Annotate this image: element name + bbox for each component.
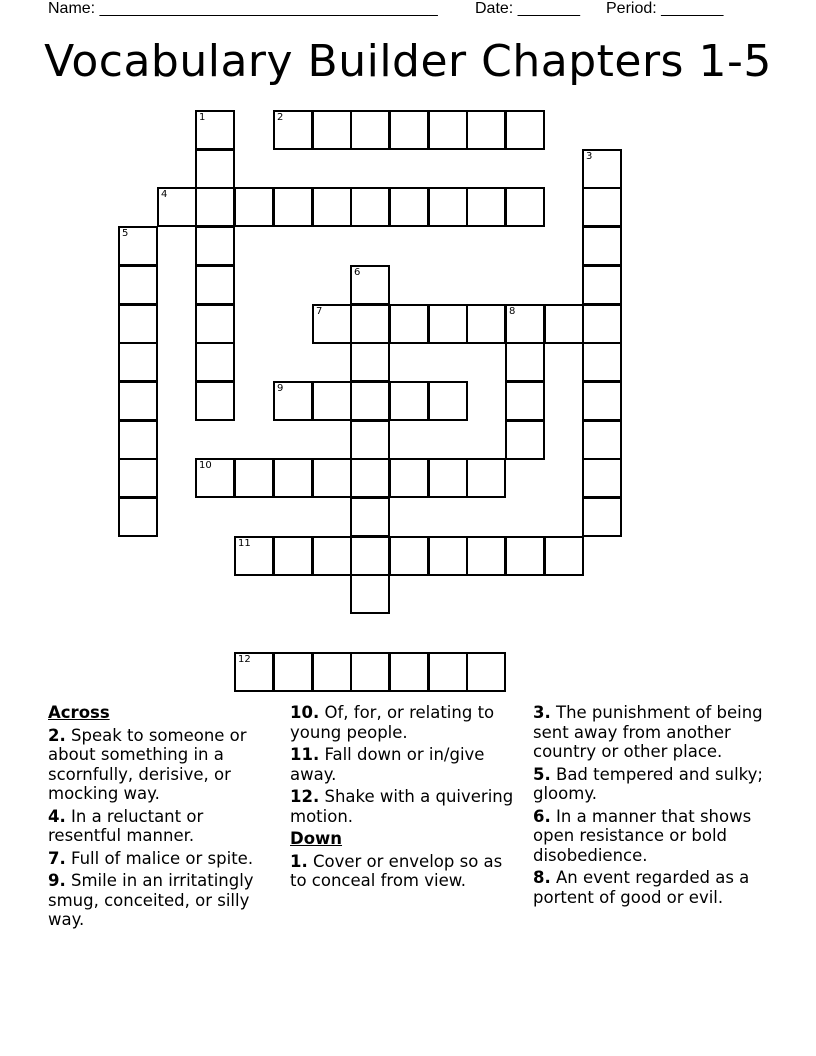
grid-cell[interactable] (544, 536, 584, 576)
grid-cell[interactable] (350, 110, 390, 150)
grid-cell[interactable] (118, 304, 158, 344)
grid-cell[interactable] (466, 652, 506, 692)
clue-number: 4 (161, 189, 168, 200)
grid-cell[interactable] (312, 381, 352, 421)
grid-cell[interactable] (505, 536, 545, 576)
grid-cell[interactable] (195, 110, 235, 150)
grid-cell[interactable] (118, 458, 158, 498)
grid-cell[interactable] (157, 187, 197, 227)
grid-cell[interactable] (582, 187, 622, 227)
clue-across-7: 7. Full of malice or spite. (48, 848, 254, 868)
clue-down-8: 8. An event regarded as a portent of good or evil. (533, 868, 750, 907)
grid-cell[interactable] (273, 110, 313, 150)
grid-cell[interactable] (350, 420, 390, 460)
grid-cell[interactable] (582, 420, 622, 460)
period-field[interactable]: Period: _______ (606, 0, 724, 17)
grid-cell[interactable] (312, 304, 352, 344)
grid-cell[interactable] (273, 652, 313, 692)
clue-number: 7 (316, 306, 323, 317)
grid-cell[interactable] (428, 110, 468, 150)
grid-cell[interactable] (505, 187, 545, 227)
grid-cell[interactable] (505, 304, 545, 344)
clue-down-1: 1. Cover or envelop so as to conceal from view. (290, 851, 503, 890)
clue-number: 10 (199, 460, 212, 471)
grid-cell[interactable] (466, 458, 506, 498)
grid-cell[interactable] (544, 304, 584, 344)
clue-down-5: 5. Bad tempered and sulky; gloomy. (533, 764, 763, 803)
grid-cell[interactable] (389, 458, 429, 498)
across-heading: Across (48, 703, 110, 722)
grid-cell[interactable] (312, 652, 352, 692)
grid-cell[interactable] (118, 420, 158, 460)
grid-cell[interactable] (273, 187, 313, 227)
grid-cell[interactable] (312, 187, 352, 227)
grid-cell[interactable] (389, 381, 429, 421)
grid-cell[interactable] (195, 265, 235, 305)
clue-across-4: 4. In a reluctant or resentful manner. (48, 806, 204, 845)
clue-across-12: 12. Shake with a quivering motion. (290, 787, 514, 826)
grid-cell[interactable] (195, 342, 235, 382)
grid-cell[interactable] (389, 652, 429, 692)
clues-column-2 (290, 703, 522, 894)
clues-column-1 (48, 703, 278, 933)
clues-column-3 (533, 703, 769, 910)
clue-number: 2 (277, 112, 284, 123)
grid-cell[interactable] (582, 265, 622, 305)
grid-cell[interactable] (466, 304, 506, 344)
grid-cell[interactable] (195, 304, 235, 344)
clue-across-10: 10. Of, for, or relating to young people. (290, 703, 495, 742)
grid-cell[interactable] (582, 381, 622, 421)
grid-cell[interactable] (234, 652, 274, 692)
grid-cell[interactable] (466, 536, 506, 576)
grid-cell[interactable] (273, 458, 313, 498)
grid-cell[interactable] (505, 381, 545, 421)
grid-cell[interactable] (582, 226, 622, 266)
grid-cell[interactable] (234, 536, 274, 576)
grid-cell[interactable] (582, 304, 622, 344)
grid-cell[interactable] (350, 342, 390, 382)
grid-cell[interactable] (428, 187, 468, 227)
grid-cell[interactable] (582, 342, 622, 382)
clue-across-11: 11. Fall down or in/give away. (290, 745, 485, 784)
grid-cell[interactable] (118, 342, 158, 382)
grid-cell[interactable] (389, 536, 429, 576)
grid-cell[interactable] (350, 458, 390, 498)
grid-cell[interactable] (350, 304, 390, 344)
grid-cell[interactable] (234, 187, 274, 227)
clue-down-3: 3. The punishment of being sent away from another country or other place. (533, 703, 763, 761)
clue-across-2: 2. Speak to someone or about something in a scornfully, derisive, or mocking way. (48, 725, 247, 803)
clue-number: 1 (199, 112, 206, 123)
clue-number: 12 (238, 654, 251, 665)
grid-cell[interactable] (466, 187, 506, 227)
grid-cell[interactable] (195, 226, 235, 266)
grid-cell[interactable] (428, 652, 468, 692)
grid-cell[interactable] (118, 265, 158, 305)
grid-cell[interactable] (118, 226, 158, 266)
grid-cell[interactable] (312, 110, 352, 150)
clue-across-9: 9. Smile in an irritatingly smug, conceited, or silly way. (48, 871, 254, 929)
grid-cell[interactable] (118, 497, 158, 537)
grid-cell[interactable] (350, 652, 390, 692)
name-field[interactable]: Name: ______________________________________ (48, 0, 438, 17)
clue-number: 5 (122, 228, 129, 239)
grid-cell[interactable] (312, 536, 352, 576)
grid-cell[interactable] (234, 458, 274, 498)
grid-cell[interactable] (273, 381, 313, 421)
grid-cell[interactable] (350, 187, 390, 227)
clue-number: 11 (238, 538, 251, 549)
clue-number: 6 (354, 267, 361, 278)
grid-cell[interactable] (428, 458, 468, 498)
grid-cell[interactable] (350, 574, 390, 614)
grid-cell[interactable] (118, 381, 158, 421)
grid-cell[interactable] (195, 458, 235, 498)
grid-cell[interactable] (582, 149, 622, 189)
grid-cell[interactable] (350, 265, 390, 305)
grid-cell[interactable] (389, 304, 429, 344)
grid-cell[interactable] (466, 110, 506, 150)
grid-cell[interactable] (505, 420, 545, 460)
clue-number: 9 (277, 383, 284, 394)
grid-cell[interactable] (582, 458, 622, 498)
page-title: Vocabulary Builder Chapters 1-5 (44, 36, 772, 87)
grid-cell[interactable] (428, 536, 468, 576)
down-heading: Down (290, 829, 343, 848)
grid-cell[interactable] (428, 381, 468, 421)
grid-cell[interactable] (428, 304, 468, 344)
grid-cell[interactable] (505, 342, 545, 382)
clue-number: 8 (509, 306, 516, 317)
clue-number: 3 (586, 151, 593, 162)
clue-down-6: 6. In a manner that shows open resistance or bold disobedience. (533, 806, 752, 865)
grid-cell[interactable] (195, 187, 235, 227)
date-field[interactable]: Date: _______ (475, 0, 580, 17)
grid-cell[interactable] (195, 149, 235, 189)
grid-cell[interactable] (389, 187, 429, 227)
grid-cell[interactable] (389, 110, 429, 150)
grid-cell[interactable] (273, 536, 313, 576)
grid-cell[interactable] (505, 110, 545, 150)
grid-cell[interactable] (350, 497, 390, 537)
grid-cell[interactable] (350, 536, 390, 576)
grid-cell[interactable] (350, 381, 390, 421)
grid-cell[interactable] (312, 458, 352, 498)
grid-cell[interactable] (582, 497, 622, 537)
grid-cell[interactable] (195, 381, 235, 421)
